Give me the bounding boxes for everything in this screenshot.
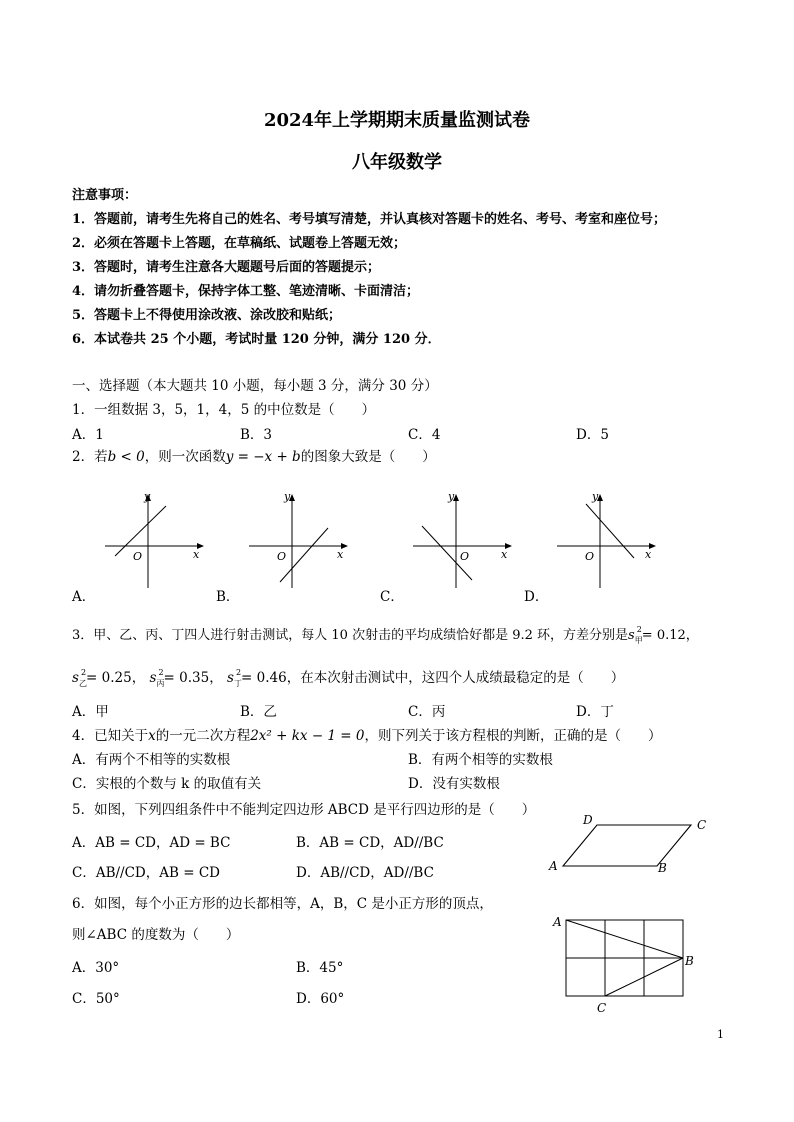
q3-sub-bing: 丙: [156, 679, 165, 688]
q4-option-c: C．实根的个数与 k 的取值有关: [72, 776, 262, 792]
q4-option-d: D．没有实数根: [408, 776, 500, 792]
q4-option-b: B．有两个相等的实数根: [408, 752, 553, 768]
q5-option-a: A．AB = CD，AD = BC: [72, 835, 231, 851]
q4-option-a: A．有两个不相等的实数根: [72, 752, 231, 768]
question-1-stem: 1．一组数据 3，5，1，4，5 的中位数是（ ）: [72, 402, 376, 418]
q6-option-c: C．50°: [72, 991, 120, 1007]
q3-option-c: C．丙: [408, 704, 446, 720]
q6-option-b: B．45°: [296, 960, 344, 976]
q5-label-b: B: [658, 861, 667, 875]
q4-stem-mid: 的一元二次方程: [155, 728, 251, 744]
q2-graph-a-x-label: x: [193, 548, 200, 561]
q2-function: y = −x + b: [225, 449, 301, 465]
q4-stem-pre: 4．已知关于: [72, 728, 149, 744]
q1-option-a: A．1: [72, 427, 104, 443]
q2-option-a: A．: [72, 589, 96, 605]
q2-graph-c-x-label: x: [501, 548, 508, 561]
q4-stem-post: ，则下列关于该方程根的判断，正确的是（ ）: [364, 728, 662, 744]
q2-option-c: C．: [380, 589, 404, 605]
q3-option-a: A．甲: [72, 704, 109, 720]
q6-grid-figure: [545, 910, 715, 1020]
q2-stem-mid: ，则一次函数: [144, 449, 226, 465]
q2-condition: b < 0: [107, 449, 145, 465]
q3-stem-post: 在本次射击测试中，这四个人成绩最稳定的是（ ）: [300, 670, 625, 686]
q1-option-c: C．4: [408, 427, 441, 443]
q2-graph-a: [100, 490, 210, 590]
notice-item: 6．本试卷共 25 个小题，考试时量 120 分钟，满分 120 分．: [72, 332, 441, 347]
q2-graph-a-origin: O: [133, 550, 143, 563]
q2-graph-b-x-label: x: [337, 548, 344, 561]
q5-parallelogram-figure: [545, 812, 715, 882]
notice-item: 5．答题卡上不得使用涂改液、涂改胶和贴纸；: [72, 308, 342, 323]
q5-option-d: D．AB//CD，AD//BC: [296, 865, 434, 881]
q6-label-b: B: [685, 954, 694, 968]
q2-graph-c: [408, 490, 518, 590]
q3-sub-jia: 甲: [634, 636, 643, 645]
q2-graph-d: [552, 490, 662, 590]
q5-option-c: C．AB//CD，AB = CD: [72, 865, 220, 881]
q4-var: x: [148, 728, 156, 744]
q2-option-d: D．: [524, 589, 549, 605]
notice-item: 2．必须在答题卡上答题，在草稿纸、试题卷上答题无效；: [72, 236, 407, 251]
q3-s-jia: = 0.12，: [641, 628, 699, 643]
question-4-stem: [72, 724, 662, 744]
q3-sub-ding: 丁: [233, 679, 242, 688]
q3-s-yi: = 0.25，: [86, 670, 146, 686]
q5-label-c: C: [697, 818, 707, 832]
question-3-line2: $s_乙^2= 0.25$， $s_丙^2= 0.35$， $s_丁^2= 0.46$，在本次射击测试中，这四个人成绩最稳定的是（ ）: [72, 668, 625, 688]
question-2-stem: [72, 445, 436, 465]
notice-heading: 注意事项：: [72, 188, 138, 203]
q2-graph-c-origin: O: [460, 550, 470, 563]
question-5-stem: 5．如图，下列四组条件中不能判定四边形 ABCD 是平行四边形的是（ ）: [72, 802, 536, 818]
q1-option-b: B．3: [240, 427, 273, 443]
q6-label-a: A: [553, 915, 562, 929]
question-3-line1: 3．甲、乙、丙、丁四人进行射击测试，每人 10 次射击的平均成绩恰好都是 9.2 环，方差分别是$s_甲^2= 0.12$，: [72, 625, 699, 645]
q2-graph-b-origin: O: [277, 550, 287, 563]
q2-graph-a-y-label: y: [144, 490, 151, 503]
section-heading: 一、选择题（本大题共 10 小题，每小题 3 分，满分 30 分）: [72, 378, 438, 394]
q6-option-d: D．60°: [296, 991, 345, 1007]
q3-stem: 3．甲、乙、丙、丁四人进行射击测试，每人 10 次射击的平均成绩恰好都是 9.2 环，方差分别是: [72, 628, 629, 643]
q2-graph-b-y-label: y: [284, 490, 291, 503]
q3-option-b: B．乙: [240, 704, 277, 720]
q3-option-d: D．丁: [576, 704, 614, 720]
q3-sub-yi: 乙: [78, 679, 87, 688]
question-6-line1: 6．如图，每个小正方形的边长都相等，A，B，C 是小正方形的顶点，: [72, 896, 493, 912]
q6-label-c: C: [597, 1001, 607, 1015]
notice-item: 4．请勿折叠答题卡，保持字体工整、笔迹清晰、卡面清洁；: [72, 284, 420, 299]
q2-graph-d-y-label: y: [592, 490, 599, 503]
exam-subtitle: 八年级数学: [352, 152, 442, 173]
q6-option-a: A．30°: [72, 960, 120, 976]
q5-label-a: A: [549, 859, 558, 873]
q2-graph-d-x-label: x: [645, 548, 652, 561]
notice-item: 1．答题前，请考生先将自己的姓名、考号填写清楚，并认真核对答题卡的姓名、考号、考室和座位号；: [72, 212, 667, 227]
q3-s-bing: = 0.35，: [163, 670, 223, 686]
q5-label-d: D: [583, 813, 593, 827]
question-6-line2: 则∠ABC 的度数为（ ）: [72, 927, 240, 943]
exam-title: 2024年上学期期末质量监测试卷: [263, 110, 531, 131]
q4-equation: 2x² + kx − 1 = 0: [250, 728, 365, 744]
q2-graph-b: [244, 490, 354, 590]
q2-graph-c-y-label: y: [448, 490, 455, 503]
q3-s-ding: = 0.46，: [241, 670, 301, 686]
q2-option-b: B．: [216, 589, 240, 605]
q2-graph-d-origin: O: [585, 550, 595, 563]
notice-item: 3．答题时，请考生注意各大题题号后面的答题提示；: [72, 260, 381, 275]
page-number: 1: [717, 1028, 724, 1041]
q2-stem-pre: 2．若: [72, 449, 108, 465]
q2-stem-post: 的图象大致是（ ）: [300, 449, 436, 465]
q5-option-b: B．AB = CD，AD//BC: [296, 835, 444, 851]
q1-option-d: D．5: [576, 427, 609, 443]
